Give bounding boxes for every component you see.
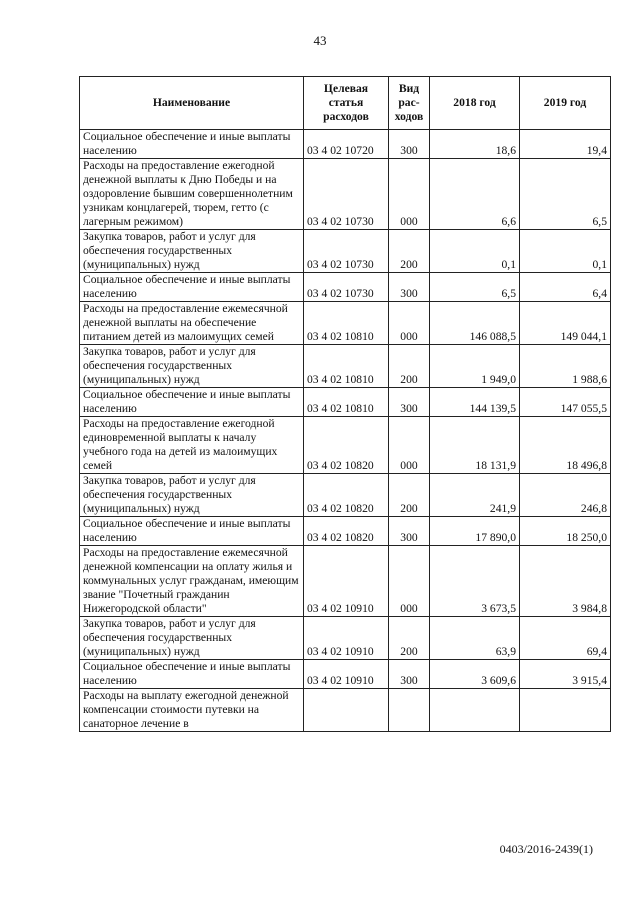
cell-target-article: 03 4 02 10810 [304, 388, 389, 417]
table-row [80, 517, 611, 546]
cell-name: Закупка товаров, работ и услуг для обеспечения государственных (муниципальных) нужд [80, 617, 304, 660]
cell-year-2019: 147 055,5 [520, 388, 611, 417]
cell-target-article [304, 689, 389, 732]
table-row [80, 130, 611, 159]
cell-target-article: 03 4 02 10730 [304, 159, 389, 230]
cell-expense-type: 000 [389, 417, 430, 474]
cell-name: Закупка товаров, работ и услуг для обеспечения государственных (муниципальных) нужд [80, 230, 304, 273]
cell-name: Социальное обеспечение и иные выплаты населению [80, 388, 304, 417]
cell-year-2019: 69,4 [520, 617, 611, 660]
cell-name: Закупка товаров, работ и услуг для обеспечения государственных (муниципальных) нужд [80, 345, 304, 388]
cell-year-2018: 18,6 [430, 130, 520, 159]
cell-year-2019: 18 250,0 [520, 517, 611, 546]
cell-expense-type: 000 [389, 546, 430, 617]
cell-name: Закупка товаров, работ и услуг для обеспечения государственных (муниципальных) нужд [80, 474, 304, 517]
table-row [80, 388, 611, 417]
cell-expense-type: 000 [389, 159, 430, 230]
cell-year-2018: 6,6 [430, 159, 520, 230]
cell-year-2018: 18 131,9 [430, 417, 520, 474]
cell-year-2019 [520, 689, 611, 732]
cell-expense-type: 200 [389, 617, 430, 660]
cell-target-article: 03 4 02 10910 [304, 660, 389, 689]
table-body [80, 130, 611, 732]
cell-name: Расходы на выплату ежегодной денежной компенсации стоимости путевки на санаторное лечение в [80, 689, 304, 732]
cell-target-article: 03 4 02 10810 [304, 345, 389, 388]
cell-target-article: 03 4 02 10720 [304, 130, 389, 159]
table-row [80, 273, 611, 302]
table-row [80, 689, 611, 732]
cell-year-2018: 3 673,5 [430, 546, 520, 617]
cell-expense-type [389, 689, 430, 732]
cell-year-2018: 0,1 [430, 230, 520, 273]
cell-name: Расходы на предоставление ежегодной единовременной выплаты к началу учебного года на детей из малоимущих семей [80, 417, 304, 474]
cell-target-article: 03 4 02 10820 [304, 474, 389, 517]
cell-name: Социальное обеспечение и иные выплаты населению [80, 273, 304, 302]
cell-expense-type: 300 [389, 517, 430, 546]
header-year-2019: 2019 год [520, 77, 611, 130]
cell-expense-type: 300 [389, 273, 430, 302]
cell-expense-type: 200 [389, 345, 430, 388]
cell-year-2019: 6,4 [520, 273, 611, 302]
cell-year-2019: 3 915,4 [520, 660, 611, 689]
cell-year-2019: 3 984,8 [520, 546, 611, 617]
table-row [80, 417, 611, 474]
cell-target-article: 03 4 02 10820 [304, 417, 389, 474]
table-header-row [80, 77, 611, 130]
cell-expense-type: 300 [389, 388, 430, 417]
cell-name: Социальное обеспечение и иные выплаты населению [80, 660, 304, 689]
cell-year-2019: 1 988,6 [520, 345, 611, 388]
cell-name: Социальное обеспечение и иные выплаты населению [80, 517, 304, 546]
table-row [80, 546, 611, 617]
cell-expense-type: 300 [389, 130, 430, 159]
cell-year-2018: 1 949,0 [430, 345, 520, 388]
cell-target-article: 03 4 02 10810 [304, 302, 389, 345]
cell-expense-type: 200 [389, 230, 430, 273]
cell-name: Расходы на предоставление ежегодной денежной выплаты к Дню Победы и на оздоровление бывшим совершеннолетним узникам концлагерей, тюрем, гетто (с лагерным режимом) [80, 159, 304, 230]
cell-year-2019: 149 044,1 [520, 302, 611, 345]
table-row [80, 302, 611, 345]
budget-table [79, 76, 611, 732]
header-expense-type: Вид рас-ходов [389, 77, 430, 130]
cell-expense-type: 000 [389, 302, 430, 345]
cell-year-2018 [430, 689, 520, 732]
cell-expense-type: 300 [389, 660, 430, 689]
cell-year-2018: 6,5 [430, 273, 520, 302]
header-target-article: Целевая статья расходов [304, 77, 389, 130]
cell-target-article: 03 4 02 10910 [304, 617, 389, 660]
document-code: 0403/2016-2439(1) [499, 842, 593, 856]
table-row [80, 230, 611, 273]
cell-target-article: 03 4 02 10730 [304, 230, 389, 273]
table-row [80, 660, 611, 689]
cell-name: Расходы на предоставление ежемесячной денежной выплаты на обеспечение питанием детей из малоимущих семей [80, 302, 304, 345]
cell-year-2018: 241,9 [430, 474, 520, 517]
cell-year-2018: 144 139,5 [430, 388, 520, 417]
cell-target-article: 03 4 02 10820 [304, 517, 389, 546]
cell-year-2019: 6,5 [520, 159, 611, 230]
cell-expense-type: 200 [389, 474, 430, 517]
header-year-2018: 2018 год [430, 77, 520, 130]
table-row [80, 159, 611, 230]
cell-year-2018: 17 890,0 [430, 517, 520, 546]
header-name: Наименование [80, 77, 304, 130]
cell-target-article: 03 4 02 10910 [304, 546, 389, 617]
cell-target-article: 03 4 02 10730 [304, 273, 389, 302]
cell-year-2018: 3 609,6 [430, 660, 520, 689]
cell-name: Социальное обеспечение и иные выплаты населению [80, 130, 304, 159]
page-number: 43 [313, 33, 327, 48]
table-row [80, 617, 611, 660]
cell-year-2019: 246,8 [520, 474, 611, 517]
cell-year-2019: 18 496,8 [520, 417, 611, 474]
cell-year-2019: 19,4 [520, 130, 611, 159]
cell-year-2018: 63,9 [430, 617, 520, 660]
cell-year-2019: 0,1 [520, 230, 611, 273]
cell-year-2018: 146 088,5 [430, 302, 520, 345]
table-row [80, 345, 611, 388]
table-row [80, 474, 611, 517]
cell-name: Расходы на предоставление ежемесячной денежной компенсации на оплату жилья и коммунальных услуг гражданам, имеющим звание "Почетный гражданин Нижегородской области" [80, 546, 304, 617]
